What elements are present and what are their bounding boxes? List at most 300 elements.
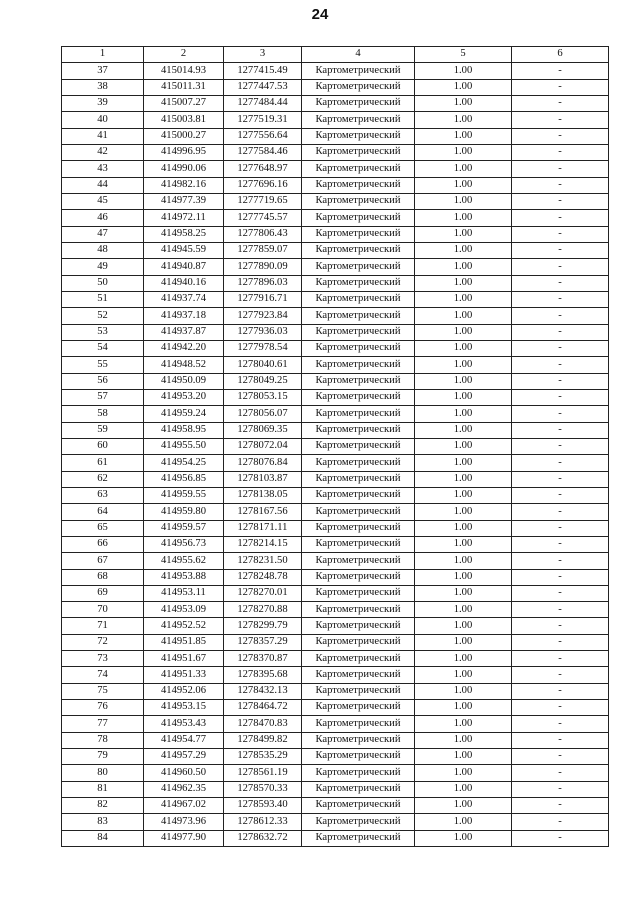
cell-point-number: 80 — [62, 765, 144, 781]
cell-y-coordinate: 1277806.43 — [224, 226, 302, 242]
cell-accuracy: 1.00 — [415, 700, 512, 716]
cell-accuracy: 1.00 — [415, 259, 512, 275]
cell-accuracy: 1.00 — [415, 79, 512, 95]
cell-point-number: 65 — [62, 520, 144, 536]
table-row — [62, 259, 609, 275]
cell-y-coordinate: 1277584.46 — [224, 144, 302, 160]
cell-accuracy: 1.00 — [415, 161, 512, 177]
cell-point-number: 41 — [62, 128, 144, 144]
table-row — [62, 700, 609, 716]
cell-accuracy: 1.00 — [415, 308, 512, 324]
cell-y-coordinate: 1278069.35 — [224, 422, 302, 438]
cell-method: Картометрический — [302, 585, 415, 601]
cell-point-number: 63 — [62, 487, 144, 503]
cell-accuracy: 1.00 — [415, 520, 512, 536]
cell-note: - — [512, 487, 609, 503]
table-row — [62, 781, 609, 797]
cell-point-number: 39 — [62, 95, 144, 111]
cell-point-number: 70 — [62, 602, 144, 618]
cell-y-coordinate: 1278499.82 — [224, 732, 302, 748]
cell-accuracy: 1.00 — [415, 210, 512, 226]
cell-x-coordinate: 414996.95 — [144, 144, 224, 160]
cell-x-coordinate: 414952.06 — [144, 683, 224, 699]
cell-method: Картометрический — [302, 455, 415, 471]
cell-y-coordinate: 1277484.44 — [224, 95, 302, 111]
cell-note: - — [512, 193, 609, 209]
cell-point-number: 51 — [62, 291, 144, 307]
cell-method: Картометрический — [302, 340, 415, 356]
table-row — [62, 63, 609, 79]
column-header: 1 — [62, 47, 144, 63]
cell-x-coordinate: 414951.67 — [144, 651, 224, 667]
cell-accuracy: 1.00 — [415, 144, 512, 160]
cell-method: Картометрический — [302, 569, 415, 585]
cell-method: Картометрический — [302, 406, 415, 422]
cell-y-coordinate: 1278103.87 — [224, 471, 302, 487]
cell-accuracy: 1.00 — [415, 340, 512, 356]
cell-x-coordinate: 415011.31 — [144, 79, 224, 95]
table-row — [62, 553, 609, 569]
cell-note: - — [512, 830, 609, 846]
cell-accuracy: 1.00 — [415, 275, 512, 291]
cell-point-number: 37 — [62, 63, 144, 79]
cell-y-coordinate: 1278570.33 — [224, 781, 302, 797]
cell-x-coordinate: 414937.87 — [144, 324, 224, 340]
table-body — [62, 63, 609, 847]
cell-x-coordinate: 414955.62 — [144, 553, 224, 569]
cell-method: Картометрический — [302, 259, 415, 275]
table-row — [62, 193, 609, 209]
cell-note: - — [512, 63, 609, 79]
cell-note: - — [512, 259, 609, 275]
cell-y-coordinate: 1278231.50 — [224, 553, 302, 569]
cell-note: - — [512, 422, 609, 438]
cell-y-coordinate: 1278470.83 — [224, 716, 302, 732]
cell-note: - — [512, 389, 609, 405]
column-header: 6 — [512, 47, 609, 63]
cell-note: - — [512, 79, 609, 95]
table-row — [62, 814, 609, 830]
cell-point-number: 76 — [62, 700, 144, 716]
column-header: 3 — [224, 47, 302, 63]
cell-x-coordinate: 414959.57 — [144, 520, 224, 536]
cell-note: - — [512, 553, 609, 569]
cell-note: - — [512, 716, 609, 732]
table-row — [62, 144, 609, 160]
cell-x-coordinate: 414953.43 — [144, 716, 224, 732]
table-row — [62, 651, 609, 667]
table-row — [62, 536, 609, 552]
cell-method: Картометрический — [302, 618, 415, 634]
cell-y-coordinate: 1278214.15 — [224, 536, 302, 552]
cell-y-coordinate: 1277719.65 — [224, 193, 302, 209]
table-row — [62, 618, 609, 634]
cell-method: Картометрический — [302, 373, 415, 389]
cell-point-number: 54 — [62, 340, 144, 356]
cell-x-coordinate: 414972.11 — [144, 210, 224, 226]
cell-method: Картометрический — [302, 814, 415, 830]
cell-x-coordinate: 414990.06 — [144, 161, 224, 177]
cell-accuracy: 1.00 — [415, 63, 512, 79]
cell-point-number: 38 — [62, 79, 144, 95]
cell-point-number: 73 — [62, 651, 144, 667]
table-row — [62, 716, 609, 732]
cell-y-coordinate: 1277519.31 — [224, 112, 302, 128]
cell-note: - — [512, 667, 609, 683]
cell-accuracy: 1.00 — [415, 716, 512, 732]
table-row — [62, 95, 609, 111]
cell-y-coordinate: 1278395.68 — [224, 667, 302, 683]
table-row — [62, 683, 609, 699]
cell-accuracy: 1.00 — [415, 438, 512, 454]
cell-point-number: 44 — [62, 177, 144, 193]
cell-method: Картометрический — [302, 553, 415, 569]
cell-x-coordinate: 414951.33 — [144, 667, 224, 683]
cell-point-number: 79 — [62, 749, 144, 765]
cell-point-number: 71 — [62, 618, 144, 634]
cell-y-coordinate: 1278535.29 — [224, 749, 302, 765]
cell-accuracy: 1.00 — [415, 406, 512, 422]
cell-accuracy: 1.00 — [415, 585, 512, 601]
cell-method: Картометрический — [302, 210, 415, 226]
column-header: 4 — [302, 47, 415, 63]
cell-point-number: 64 — [62, 504, 144, 520]
cell-y-coordinate: 1277896.03 — [224, 275, 302, 291]
cell-y-coordinate: 1278053.15 — [224, 389, 302, 405]
cell-accuracy: 1.00 — [415, 651, 512, 667]
cell-note: - — [512, 520, 609, 536]
cell-method: Картометрический — [302, 112, 415, 128]
cell-note: - — [512, 536, 609, 552]
cell-y-coordinate: 1278072.04 — [224, 438, 302, 454]
cell-x-coordinate: 415003.81 — [144, 112, 224, 128]
cell-note: - — [512, 455, 609, 471]
cell-x-coordinate: 414958.95 — [144, 422, 224, 438]
cell-note: - — [512, 651, 609, 667]
cell-note: - — [512, 112, 609, 128]
cell-method: Картометрический — [302, 667, 415, 683]
cell-x-coordinate: 414957.29 — [144, 749, 224, 765]
column-header: 5 — [415, 47, 512, 63]
cell-note: - — [512, 210, 609, 226]
cell-method: Картометрический — [302, 700, 415, 716]
cell-accuracy: 1.00 — [415, 749, 512, 765]
cell-y-coordinate: 1277890.09 — [224, 259, 302, 275]
cell-x-coordinate: 414962.35 — [144, 781, 224, 797]
cell-y-coordinate: 1278270.01 — [224, 585, 302, 601]
cell-y-coordinate: 1278593.40 — [224, 798, 302, 814]
table-row — [62, 340, 609, 356]
cell-point-number: 45 — [62, 193, 144, 209]
table-row — [62, 79, 609, 95]
cell-note: - — [512, 95, 609, 111]
cell-x-coordinate: 414960.50 — [144, 765, 224, 781]
cell-accuracy: 1.00 — [415, 683, 512, 699]
cell-accuracy: 1.00 — [415, 536, 512, 552]
table-row — [62, 357, 609, 373]
cell-x-coordinate: 414956.73 — [144, 536, 224, 552]
cell-x-coordinate: 414952.52 — [144, 618, 224, 634]
cell-point-number: 81 — [62, 781, 144, 797]
cell-note: - — [512, 602, 609, 618]
cell-method: Картометрический — [302, 830, 415, 846]
cell-point-number: 75 — [62, 683, 144, 699]
cell-y-coordinate: 1277696.16 — [224, 177, 302, 193]
cell-y-coordinate: 1277648.97 — [224, 161, 302, 177]
cell-x-coordinate: 414977.39 — [144, 193, 224, 209]
cell-method: Картометрический — [302, 63, 415, 79]
page-number: 24 — [311, 6, 329, 23]
cell-point-number: 84 — [62, 830, 144, 846]
cell-accuracy: 1.00 — [415, 569, 512, 585]
cell-y-coordinate: 1278056.07 — [224, 406, 302, 422]
cell-method: Картометрический — [302, 749, 415, 765]
cell-accuracy: 1.00 — [415, 95, 512, 111]
cell-y-coordinate: 1278138.05 — [224, 487, 302, 503]
cell-accuracy: 1.00 — [415, 357, 512, 373]
cell-x-coordinate: 414942.20 — [144, 340, 224, 356]
cell-point-number: 69 — [62, 585, 144, 601]
cell-accuracy: 1.00 — [415, 553, 512, 569]
cell-x-coordinate: 414973.96 — [144, 814, 224, 830]
cell-note: - — [512, 618, 609, 634]
cell-method: Картометрический — [302, 128, 415, 144]
cell-x-coordinate: 414982.16 — [144, 177, 224, 193]
cell-note: - — [512, 585, 609, 601]
cell-point-number: 61 — [62, 455, 144, 471]
cell-note: - — [512, 340, 609, 356]
cell-method: Картометрический — [302, 536, 415, 552]
cell-point-number: 60 — [62, 438, 144, 454]
cell-y-coordinate: 1278632.72 — [224, 830, 302, 846]
cell-note: - — [512, 814, 609, 830]
cell-y-coordinate: 1278561.19 — [224, 765, 302, 781]
cell-method: Картометрический — [302, 422, 415, 438]
cell-y-coordinate: 1278370.87 — [224, 651, 302, 667]
cell-point-number: 50 — [62, 275, 144, 291]
cell-method: Картометрический — [302, 765, 415, 781]
cell-accuracy: 1.00 — [415, 455, 512, 471]
cell-method: Картометрический — [302, 291, 415, 307]
cell-method: Картометрический — [302, 798, 415, 814]
cell-accuracy: 1.00 — [415, 324, 512, 340]
table-row — [62, 634, 609, 650]
table-row — [62, 749, 609, 765]
table-row — [62, 569, 609, 585]
cell-point-number: 43 — [62, 161, 144, 177]
cell-point-number: 48 — [62, 242, 144, 258]
cell-x-coordinate: 414959.24 — [144, 406, 224, 422]
cell-accuracy: 1.00 — [415, 830, 512, 846]
table-row — [62, 602, 609, 618]
cell-method: Картометрический — [302, 324, 415, 340]
cell-x-coordinate: 414951.85 — [144, 634, 224, 650]
table-row — [62, 471, 609, 487]
cell-method: Картометрический — [302, 275, 415, 291]
cell-x-coordinate: 414954.77 — [144, 732, 224, 748]
cell-note: - — [512, 144, 609, 160]
cell-y-coordinate: 1278049.25 — [224, 373, 302, 389]
cell-x-coordinate: 414950.09 — [144, 373, 224, 389]
cell-point-number: 40 — [62, 112, 144, 128]
cell-method: Картометрический — [302, 683, 415, 699]
cell-note: - — [512, 291, 609, 307]
table-row — [62, 308, 609, 324]
cell-note: - — [512, 781, 609, 797]
cell-x-coordinate: 414955.50 — [144, 438, 224, 454]
cell-note: - — [512, 275, 609, 291]
cell-point-number: 46 — [62, 210, 144, 226]
cell-method: Картометрический — [302, 144, 415, 160]
cell-x-coordinate: 414953.20 — [144, 389, 224, 405]
cell-accuracy: 1.00 — [415, 781, 512, 797]
cell-y-coordinate: 1277447.53 — [224, 79, 302, 95]
cell-accuracy: 1.00 — [415, 732, 512, 748]
cell-point-number: 55 — [62, 357, 144, 373]
cell-note: - — [512, 732, 609, 748]
cell-accuracy: 1.00 — [415, 226, 512, 242]
cell-point-number: 72 — [62, 634, 144, 650]
cell-x-coordinate: 414967.02 — [144, 798, 224, 814]
cell-accuracy: 1.00 — [415, 242, 512, 258]
table-row — [62, 438, 609, 454]
cell-x-coordinate: 414948.52 — [144, 357, 224, 373]
cell-method: Картометрический — [302, 79, 415, 95]
cell-method: Картометрический — [302, 242, 415, 258]
cell-method: Картометрический — [302, 308, 415, 324]
cell-method: Картометрический — [302, 781, 415, 797]
cell-y-coordinate: 1277859.07 — [224, 242, 302, 258]
cell-y-coordinate: 1277745.57 — [224, 210, 302, 226]
cell-x-coordinate: 414959.80 — [144, 504, 224, 520]
cell-method: Картометрический — [302, 226, 415, 242]
table-row — [62, 210, 609, 226]
table-row — [62, 487, 609, 503]
cell-method: Картометрический — [302, 732, 415, 748]
cell-method: Картометрический — [302, 95, 415, 111]
cell-note: - — [512, 683, 609, 699]
cell-accuracy: 1.00 — [415, 667, 512, 683]
cell-method: Картометрический — [302, 438, 415, 454]
cell-point-number: 59 — [62, 422, 144, 438]
table-row — [62, 455, 609, 471]
table-row — [62, 112, 609, 128]
cell-note: - — [512, 471, 609, 487]
cell-x-coordinate: 414940.87 — [144, 259, 224, 275]
cell-x-coordinate: 414959.55 — [144, 487, 224, 503]
cell-point-number: 58 — [62, 406, 144, 422]
cell-x-coordinate: 414937.18 — [144, 308, 224, 324]
cell-x-coordinate: 414958.25 — [144, 226, 224, 242]
table-row — [62, 177, 609, 193]
table-row — [62, 504, 609, 520]
cell-y-coordinate: 1278270.88 — [224, 602, 302, 618]
cell-x-coordinate: 414977.90 — [144, 830, 224, 846]
cell-y-coordinate: 1277978.54 — [224, 340, 302, 356]
cell-method: Картометрический — [302, 602, 415, 618]
cell-accuracy: 1.00 — [415, 634, 512, 650]
cell-y-coordinate: 1278040.61 — [224, 357, 302, 373]
column-header: 2 — [144, 47, 224, 63]
cell-x-coordinate: 414956.85 — [144, 471, 224, 487]
cell-y-coordinate: 1277415.49 — [224, 63, 302, 79]
cell-method: Картометрический — [302, 193, 415, 209]
cell-point-number: 68 — [62, 569, 144, 585]
table-row — [62, 128, 609, 144]
cell-note: - — [512, 749, 609, 765]
cell-x-coordinate: 414953.88 — [144, 569, 224, 585]
cell-y-coordinate: 1278357.29 — [224, 634, 302, 650]
cell-x-coordinate: 414953.09 — [144, 602, 224, 618]
cell-note: - — [512, 308, 609, 324]
table-row — [62, 765, 609, 781]
table-row — [62, 373, 609, 389]
cell-note: - — [512, 324, 609, 340]
table-row — [62, 291, 609, 307]
cell-y-coordinate: 1278167.56 — [224, 504, 302, 520]
table-row — [62, 520, 609, 536]
cell-point-number: 78 — [62, 732, 144, 748]
table-row — [62, 226, 609, 242]
cell-point-number: 42 — [62, 144, 144, 160]
table-row — [62, 324, 609, 340]
table-row — [62, 242, 609, 258]
cell-accuracy: 1.00 — [415, 389, 512, 405]
table-row — [62, 585, 609, 601]
cell-y-coordinate: 1278171.11 — [224, 520, 302, 536]
cell-method: Картометрический — [302, 716, 415, 732]
cell-x-coordinate: 414945.59 — [144, 242, 224, 258]
cell-point-number: 77 — [62, 716, 144, 732]
cell-y-coordinate: 1278612.33 — [224, 814, 302, 830]
cell-x-coordinate: 415000.27 — [144, 128, 224, 144]
cell-method: Картометрический — [302, 177, 415, 193]
cell-note: - — [512, 569, 609, 585]
cell-point-number: 52 — [62, 308, 144, 324]
cell-method: Картометрический — [302, 651, 415, 667]
cell-point-number: 82 — [62, 798, 144, 814]
cell-accuracy: 1.00 — [415, 618, 512, 634]
cell-accuracy: 1.00 — [415, 291, 512, 307]
cell-method: Картометрический — [302, 389, 415, 405]
cell-note: - — [512, 357, 609, 373]
cell-point-number: 67 — [62, 553, 144, 569]
cell-accuracy: 1.00 — [415, 177, 512, 193]
cell-note: - — [512, 798, 609, 814]
cell-accuracy: 1.00 — [415, 798, 512, 814]
table-row — [62, 406, 609, 422]
cell-point-number: 66 — [62, 536, 144, 552]
cell-note: - — [512, 406, 609, 422]
table-row — [62, 161, 609, 177]
cell-y-coordinate: 1277936.03 — [224, 324, 302, 340]
cell-note: - — [512, 438, 609, 454]
cell-accuracy: 1.00 — [415, 422, 512, 438]
cell-note: - — [512, 700, 609, 716]
cell-note: - — [512, 634, 609, 650]
cell-accuracy: 1.00 — [415, 814, 512, 830]
cell-accuracy: 1.00 — [415, 112, 512, 128]
cell-point-number: 62 — [62, 471, 144, 487]
cell-x-coordinate: 414937.74 — [144, 291, 224, 307]
cell-y-coordinate: 1277923.84 — [224, 308, 302, 324]
cell-point-number: 56 — [62, 373, 144, 389]
table-row — [62, 798, 609, 814]
cell-accuracy: 1.00 — [415, 193, 512, 209]
cell-method: Картометрический — [302, 520, 415, 536]
cell-point-number: 49 — [62, 259, 144, 275]
cell-accuracy: 1.00 — [415, 128, 512, 144]
